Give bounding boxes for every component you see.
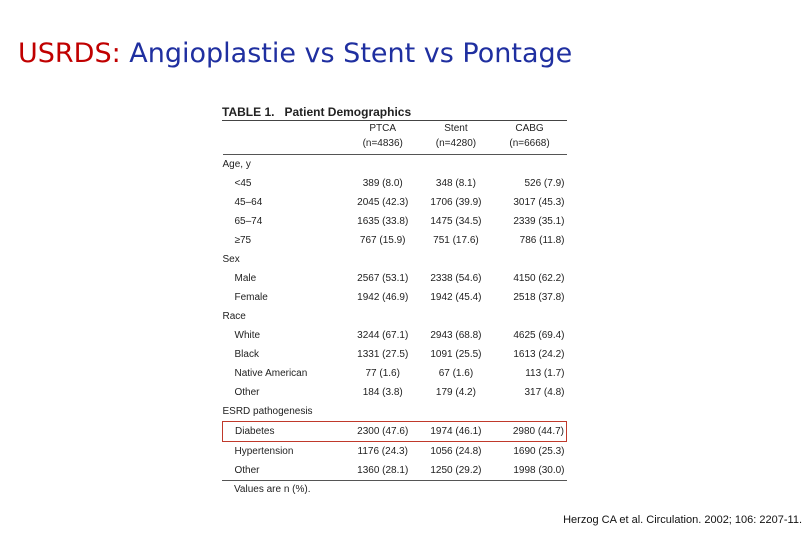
row-label: Black	[234, 349, 259, 360]
row-label: <45	[234, 178, 252, 189]
group-header-row	[223, 250, 567, 269]
row-label: Male	[234, 273, 257, 284]
column-header-cabg: CABG	[515, 123, 544, 134]
demographics-table-figure	[222, 104, 567, 499]
cell-value: 348 (8.1)	[435, 178, 476, 189]
cell-value: 317 (4.8)	[524, 387, 565, 398]
cell-value: 1974 (46.1)	[419, 422, 492, 442]
row-label: 65–74	[234, 216, 263, 227]
table-caption	[222, 104, 567, 120]
slide-title	[18, 38, 572, 69]
row-label: 45–64	[234, 197, 263, 208]
column-n-cabg: (n=6668)	[509, 138, 550, 149]
cell-value: 67 (1.6)	[438, 368, 474, 379]
cell-value: 767 (15.9)	[359, 235, 406, 246]
row-label: Native American	[234, 368, 308, 379]
table-row	[223, 442, 567, 462]
cell-value: 179 (4.2)	[435, 387, 476, 398]
cell-value: 2567 (53.1)	[357, 273, 409, 284]
cell-value: 2300 (47.6)	[346, 422, 419, 442]
table-number: TABLE 1.	[222, 105, 275, 119]
cell-value: 4625 (69.4)	[513, 330, 565, 341]
cell-value: 1056 (24.8)	[430, 446, 482, 457]
row-label: Diabetes	[223, 422, 347, 442]
cell-value: 113 (1.7)	[525, 368, 565, 379]
cell-value: 1176 (24.3)	[357, 446, 408, 457]
cell-value: 751 (17.6)	[433, 235, 479, 246]
slide-title-prefix: USRDS:	[18, 38, 121, 69]
cell-value: 1360 (28.1)	[357, 465, 409, 476]
group-header-row	[223, 307, 567, 326]
cell-value: 526 (7.9)	[524, 178, 565, 189]
cell-value: 2045 (42.3)	[357, 197, 409, 208]
cell-value: 184 (3.8)	[362, 387, 403, 398]
table-row	[223, 174, 567, 193]
cell-value: 2943 (68.8)	[430, 330, 482, 341]
table-header-row	[223, 121, 567, 136]
cell-value: 786 (11.8)	[519, 235, 565, 246]
table-body	[223, 151, 567, 480]
cell-value: 3244 (67.1)	[357, 330, 409, 341]
table-row	[223, 288, 567, 307]
table-row	[223, 212, 567, 231]
group-header-row	[223, 155, 567, 175]
table-title: Patient Demographics	[284, 105, 412, 119]
cell-value: 2339 (35.1)	[513, 216, 565, 227]
slide-title-main: Angioplastie vs Stent vs Pontage	[129, 38, 573, 69]
table-row	[223, 326, 567, 345]
cell-value: 1331 (27.5)	[357, 349, 409, 360]
table-row	[223, 461, 567, 480]
row-label: White	[234, 330, 261, 341]
column-header-stent: Stent	[444, 123, 468, 134]
table-footnote: Values are n (%).	[234, 484, 311, 495]
group-header-row	[223, 402, 567, 422]
cell-value: 2338 (54.6)	[430, 273, 482, 284]
table-row	[223, 231, 567, 250]
column-n-stent: (n=4280)	[435, 138, 477, 149]
cell-value: 1706 (39.9)	[430, 197, 482, 208]
cell-value: 1091 (25.5)	[430, 349, 482, 360]
cell-value: 1690 (25.3)	[513, 446, 565, 457]
row-label: Other	[234, 465, 260, 476]
cell-value: 77 (1.6)	[365, 368, 400, 379]
group-label: Age, y	[222, 159, 251, 170]
table-header-n-row	[223, 136, 567, 151]
cell-value: 1475 (34.5)	[430, 216, 482, 227]
cell-value: 1613 (24.2)	[513, 349, 565, 360]
cell-value: 1942 (46.9)	[357, 292, 409, 303]
row-label: Hypertension	[234, 446, 294, 457]
cell-value: 1250 (29.2)	[430, 465, 482, 476]
citation: Herzog CA et al. Circulation. 2002; 106: 2207-11.	[563, 514, 802, 526]
group-label: Sex	[222, 254, 240, 265]
table-row	[223, 383, 567, 402]
column-header-ptca: PTCA	[369, 123, 397, 134]
table-row	[223, 269, 567, 288]
group-label: ESRD pathogenesis	[222, 406, 313, 417]
demographics-table	[222, 121, 567, 480]
table-row	[223, 345, 567, 364]
cell-value: 1998 (30.0)	[513, 465, 565, 476]
column-n-ptca: (n=4836)	[362, 138, 403, 149]
cell-value: 2980 (44.7)	[493, 422, 567, 442]
row-label: Other	[234, 387, 260, 398]
row-label: Female	[234, 292, 268, 303]
table-row	[223, 193, 567, 212]
table-row	[223, 364, 567, 383]
cell-value: 2518 (37.8)	[513, 292, 565, 303]
cell-value: 1942 (45.4)	[430, 292, 482, 303]
cell-value: 1635 (33.8)	[357, 216, 409, 227]
cell-value: 4150 (62.2)	[513, 273, 565, 284]
cell-value: 3017 (45.3)	[513, 197, 565, 208]
group-label: Race	[222, 311, 246, 322]
cell-value: 389 (8.0)	[362, 178, 403, 189]
table-row	[223, 422, 567, 442]
row-label: ≥75	[234, 235, 252, 246]
